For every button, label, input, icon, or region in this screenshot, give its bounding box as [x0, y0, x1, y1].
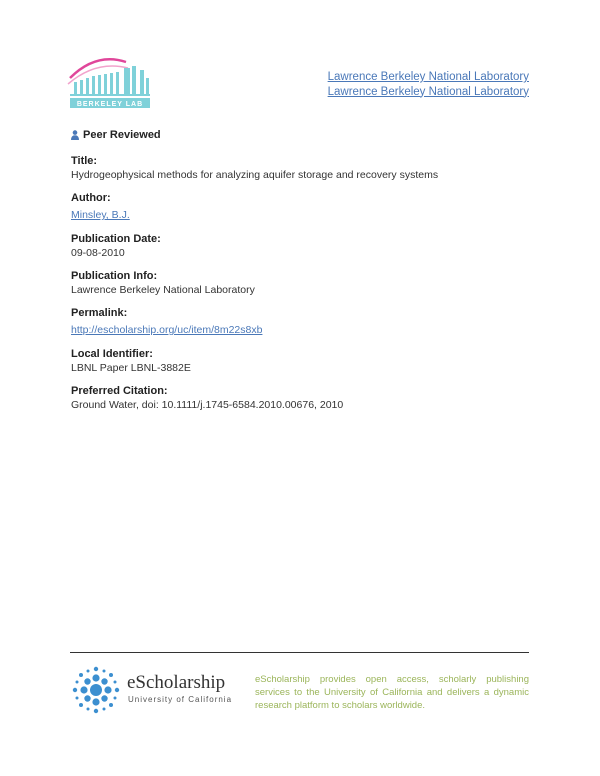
field-publication-info	[71, 270, 541, 297]
peer-reviewed-label: Peer Reviewed	[83, 129, 161, 141]
field-label: Title:	[71, 155, 98, 167]
publication-date-value: 09-08-2010	[71, 247, 125, 259]
field-label: Author:	[71, 192, 111, 204]
field-author	[71, 192, 541, 223]
person-icon	[71, 130, 79, 140]
escholarship-brand: eScholarship	[127, 672, 226, 693]
field-label: Preferred Citation:	[71, 385, 168, 397]
header-link-2[interactable]: Lawrence Berkeley National Laboratory	[327, 85, 529, 98]
field-permalink	[71, 307, 541, 338]
field-label: Local Identifier:	[71, 348, 153, 360]
publication-info-value: Lawrence Berkeley National Laboratory	[71, 284, 255, 296]
footer-divider	[70, 652, 529, 653]
citation-value: Ground Water, doi: 10.1111/j.1745-6584.2010.00676, 2010	[71, 399, 344, 411]
title-value: Hydrogeophysical methods for analyzing aquifer storage and recovery systems	[71, 169, 439, 181]
berkeley-lab-logo	[66, 48, 158, 112]
permalink-link[interactable]: http://escholarship.org/uc/item/8m22s8xb	[71, 324, 263, 336]
field-label: Permalink:	[71, 307, 128, 319]
escholarship-subtitle: University of California	[128, 695, 233, 704]
field-title	[71, 155, 541, 182]
field-label: Publication Info:	[71, 270, 158, 282]
header-links	[328, 70, 529, 99]
field-preferred-citation	[71, 385, 541, 412]
peer-reviewed-badge	[71, 129, 161, 141]
logo-text: BERKELEY LAB	[76, 101, 144, 108]
field-publication-date	[71, 233, 541, 260]
author-link[interactable]: Minsley, B.J.	[71, 209, 130, 221]
metadata-list	[71, 155, 541, 422]
header-link-1[interactable]: Lawrence Berkeley National Laboratory	[327, 71, 529, 83]
field-label: Publication Date:	[71, 233, 161, 245]
field-local-identifier	[71, 348, 541, 375]
footer-description: eScholarship provides open access, scholarly publishing services to the University of California and delivers a dynamic research platform to scholars worldwide.	[255, 674, 529, 712]
local-identifier-value: LBNL Paper LBNL-3882E	[71, 362, 191, 374]
